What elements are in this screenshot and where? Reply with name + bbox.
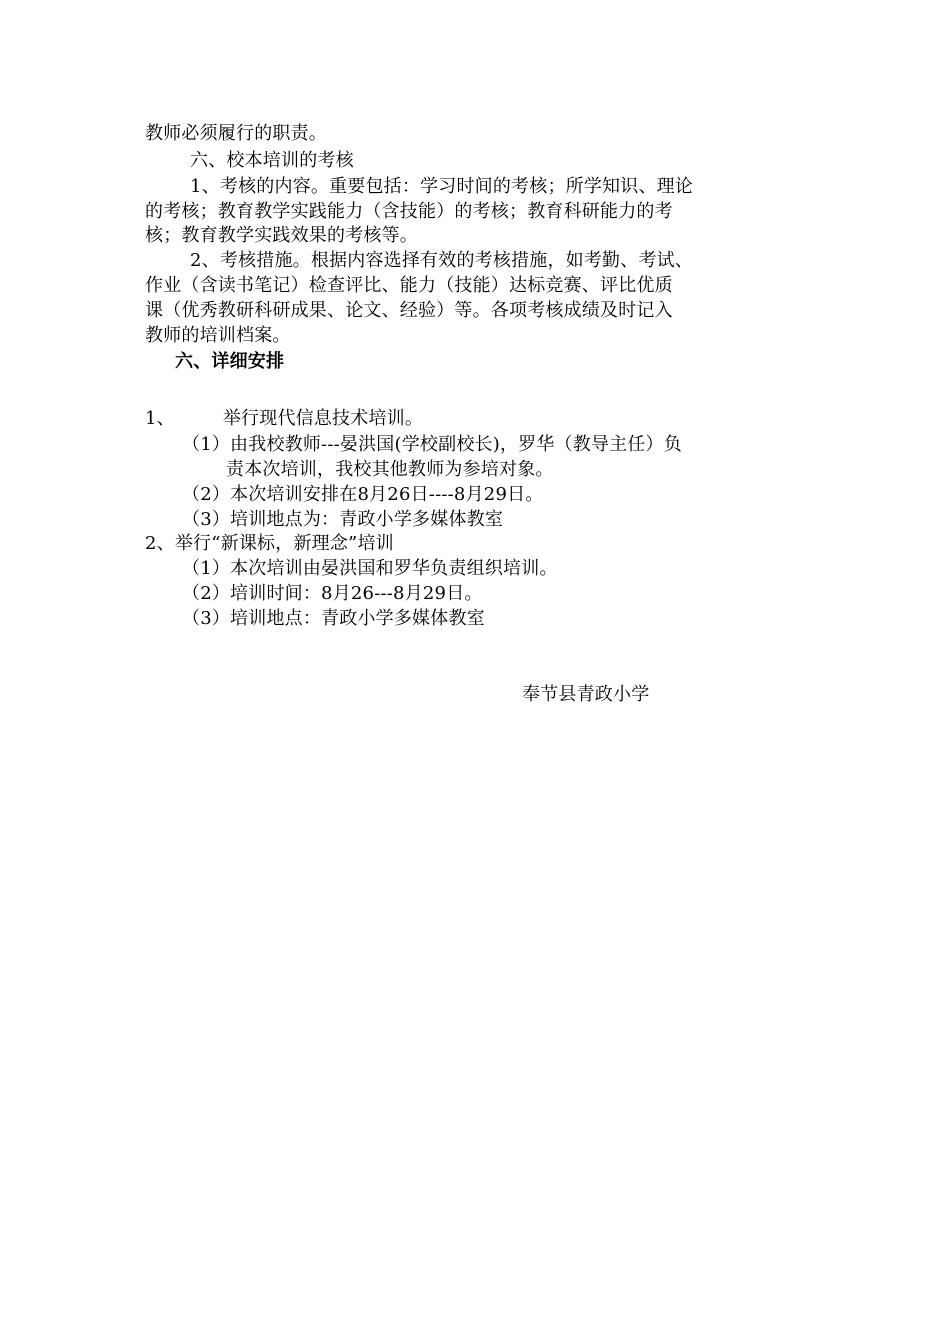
sub-item: （1）由我校教师---晏洪国(学校副校长)，罗华（教导主任）负: [182, 434, 682, 455]
paragraph-line: 作业（含读书笔记）检查评比、能力（技能）达标竞赛、评比优质: [145, 275, 673, 296]
sub-item: （3）培训地点：青政小学多媒体教室: [182, 608, 485, 629]
paragraph-line: 1、考核的内容。重要包括：学习时间的考核；所学知识、理论: [190, 176, 694, 197]
paragraph-line: 教师的培训档案。: [145, 325, 291, 346]
section-heading-arrangement: 六、详细安排: [175, 351, 285, 372]
list-item-2: 2、举行“新课标，新理念”培训: [145, 533, 394, 554]
signature: 奉节县青政小学: [522, 684, 650, 705]
sub-item: （1）本次培训由晏洪国和罗华负责组织培训。: [182, 558, 558, 579]
list-item-1: [145, 407, 423, 431]
section-heading-assessment: 六、校本培训的考核: [190, 150, 354, 171]
paragraph-line: 核；教育教学实践效果的考核等。: [145, 225, 418, 246]
paragraph-line: 的考核；教育教学实践能力（含技能）的考核；教育科研能力的考: [145, 201, 673, 222]
paragraph-line: 课（优秀教研科研成果、论文、经验）等。各项考核成绩及时记入: [145, 300, 673, 321]
paragraph-line: 教师必须履行的职责。: [145, 123, 327, 144]
sub-item: （2）本次培训安排在8月26日----8月29日。: [182, 484, 544, 505]
list-number: 1、: [145, 408, 175, 429]
list-item-title: 举行现代信息技术培训。: [222, 408, 424, 429]
paragraph-line: 2、考核措施。根据内容选择有效的考核措施，如考勤、考试、: [190, 250, 694, 271]
sub-item: （2）培训时间：8月26---8月29日。: [182, 583, 483, 604]
sub-item-continuation: 责本次培训，我校其他教师为参培对象。: [226, 459, 554, 480]
sub-item: （3）培训地点为：青政小学多媒体教室: [182, 509, 504, 530]
